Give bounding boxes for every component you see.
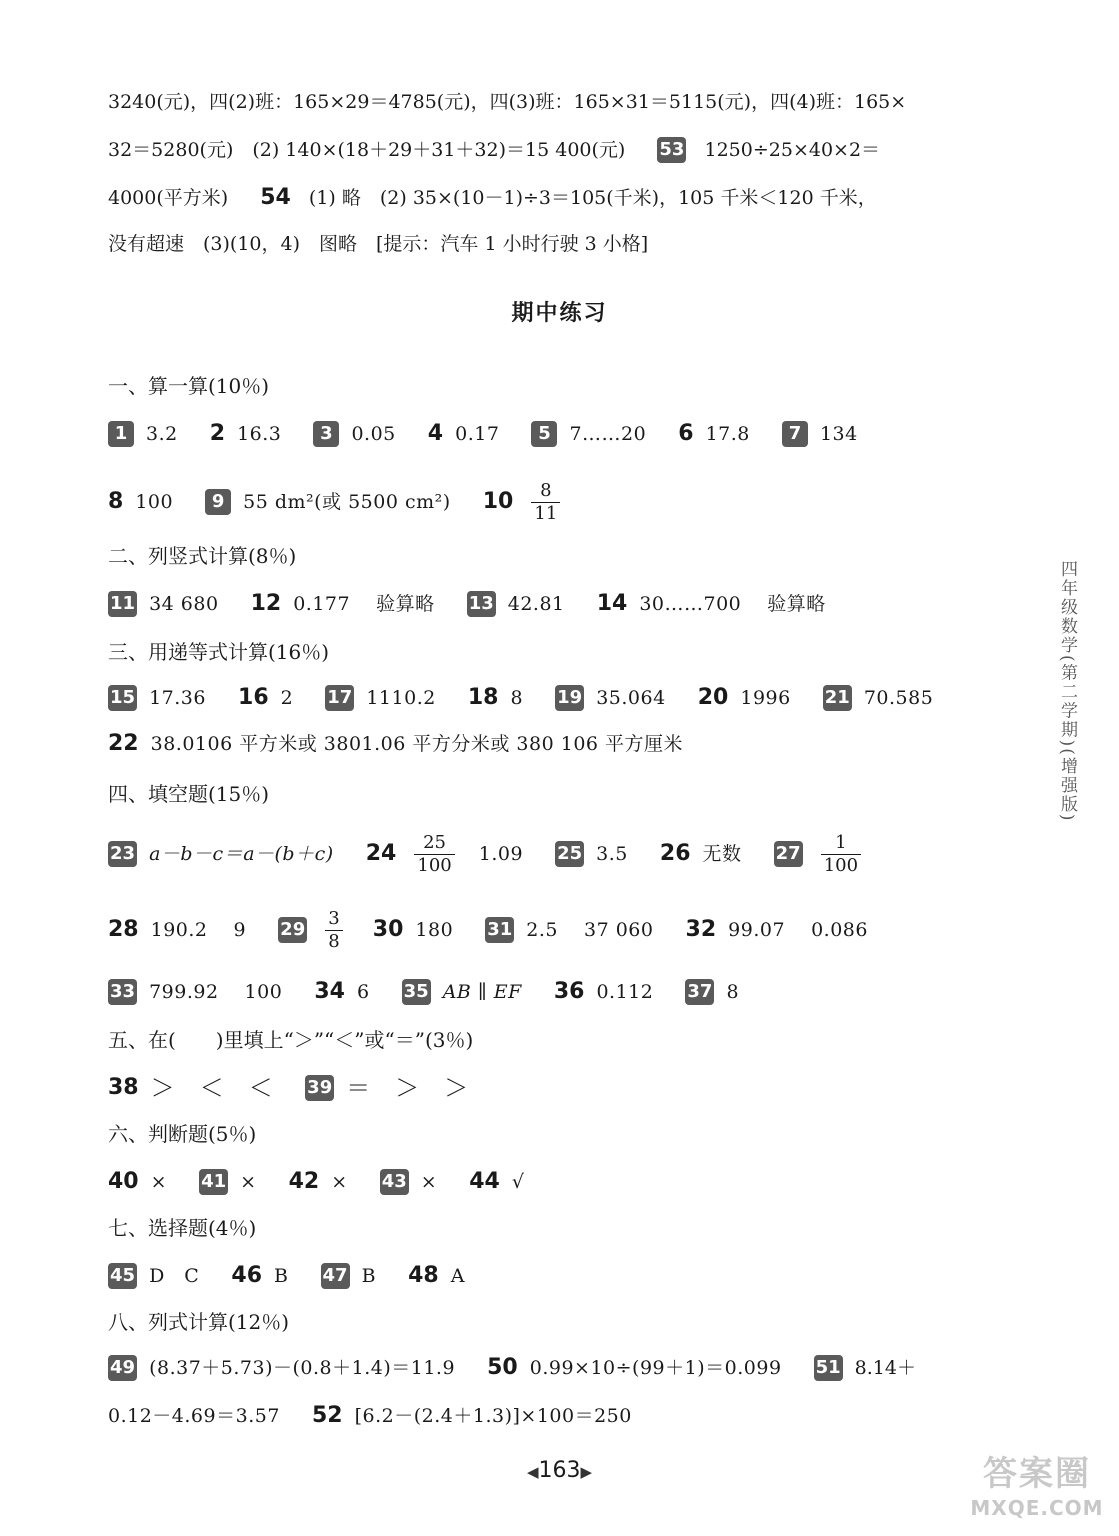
answer: 37 060 (584, 919, 654, 941)
fraction-numerator: 25 (414, 832, 454, 855)
answer: 99.07 (728, 919, 786, 941)
answer: 9 (233, 919, 247, 941)
question-number: 1 (108, 421, 134, 447)
triangle-left-icon: ◀ (526, 1463, 539, 1481)
top-text: 4000(平方米) (108, 187, 229, 209)
answer-row (108, 902, 1049, 957)
question-number: 23 (108, 841, 137, 867)
answer: 0.99×10÷(99＋1)＝0.099 (529, 1357, 782, 1379)
question-number: 34 (314, 979, 345, 1004)
question-number: 3 (313, 421, 339, 447)
answer: 42.81 (507, 593, 565, 615)
top-text: 32＝5280(元) (2) 140×(18＋29＋31＋32)＝15 400(元) (108, 139, 626, 161)
question-number: 20 (697, 685, 729, 710)
answer: A (450, 1265, 465, 1287)
section-heading-text: 三、用递等式计算(16％) (108, 640, 330, 664)
question-number: 18 (467, 685, 499, 710)
top-text: 1250÷25×40×2＝ (704, 139, 881, 161)
answer-row (108, 418, 1049, 449)
answer: 8.14＋ (854, 1357, 916, 1379)
answer: 0.112 (596, 981, 654, 1003)
question-number: 43 (380, 1169, 409, 1195)
question-number: 2 (209, 421, 226, 446)
question-number: 54 (260, 185, 291, 210)
fraction-numerator: 8 (531, 480, 560, 503)
answer-row (108, 1400, 1049, 1431)
answer: 0.05 (351, 423, 396, 445)
question-number: 21 (823, 685, 852, 711)
answer: 验算略 (376, 593, 435, 615)
answer: 190.2 (150, 919, 208, 941)
top-text: 3240(元)，四(2)班：165×29＝4785(元)，四(3)班：165×31＝5115(元)，四(4)班：165× (108, 91, 907, 113)
answer: 无数 (702, 843, 742, 865)
answer-row (108, 1260, 1049, 1291)
question-number: 5 (531, 421, 557, 447)
answer: 3.5 (596, 843, 628, 865)
top-line-3 (108, 182, 1049, 213)
section-heading (108, 1118, 1049, 1149)
answer: 34 680 (149, 593, 219, 615)
top-line-2 (108, 134, 1049, 165)
question-number: 41 (199, 1169, 228, 1195)
answer-row (108, 1072, 1049, 1103)
fraction (325, 908, 342, 953)
section-heading-text: 六、判断题(5％) (108, 1122, 257, 1146)
section-heading-text: 二、列竖式计算(8％) (108, 544, 297, 568)
section-heading (108, 1024, 1049, 1055)
answer: 0.12－4.69＝3.57 (108, 1405, 280, 1427)
answer: × (240, 1171, 257, 1193)
question-number: 24 (365, 841, 397, 866)
answer: 1110.2 (366, 687, 436, 709)
question-number: 28 (108, 917, 139, 942)
question-number: 7 (782, 421, 808, 447)
fraction-denominator: 100 (823, 854, 859, 876)
question-number: 13 (467, 591, 496, 617)
answer-row (108, 1352, 1049, 1383)
answer: 6 (356, 981, 370, 1003)
top-line-4 (108, 228, 1049, 259)
answer-row (108, 826, 1049, 881)
question-number: 10 (482, 489, 514, 514)
answer: 3.2 (146, 423, 178, 445)
answer: 55 dm²(或 5500 cm²) (243, 491, 451, 513)
section-heading (108, 1212, 1049, 1243)
question-number: 53 (657, 137, 686, 163)
top-text: 没有超速 (3)(10，4) 图略 [提示：汽车 1 小时行驶 3 小格] (108, 233, 649, 255)
section-heading (108, 540, 1049, 571)
question-number: 39 (305, 1075, 334, 1101)
question-number: 11 (108, 591, 137, 617)
question-number: 44 (469, 1169, 500, 1194)
question-number: 37 (685, 979, 714, 1005)
question-number: 42 (288, 1169, 320, 1194)
section-heading (108, 1306, 1049, 1337)
question-number: 32 (685, 917, 717, 942)
answer: 1996 (740, 687, 791, 709)
answer: 134 (819, 423, 858, 445)
watermark-url: MXQE.COM (970, 1496, 1104, 1520)
answer-row (108, 682, 1049, 713)
question-number: 22 (108, 731, 139, 756)
question-number: 35 (402, 979, 431, 1005)
answer: 17.36 (149, 687, 206, 709)
answer: 验算略 (767, 593, 826, 615)
question-number: 19 (555, 685, 584, 711)
question-number: 40 (108, 1169, 139, 1194)
answer: √ (511, 1171, 525, 1193)
question-number: 33 (108, 979, 137, 1005)
side-book-title: 四年级数学(第二学期)(增强版) (1057, 560, 1077, 823)
answer: (8.37＋5.73)－(0.8＋1.4)＝11.9 (149, 1357, 456, 1379)
answer: 2 (280, 687, 294, 709)
fraction (531, 480, 560, 525)
question-number: 45 (108, 1263, 137, 1289)
section-heading-text: 八、列式计算(12％) (108, 1310, 290, 1334)
question-number: 46 (231, 1263, 263, 1288)
answer-row (108, 976, 1049, 1007)
answer: 35.064 (596, 687, 666, 709)
answer-row (108, 588, 1049, 619)
page-title: 期中练习 (511, 301, 608, 326)
answer: 1.09 (478, 843, 524, 865)
question-number: 36 (553, 979, 585, 1004)
watermark-logo (962, 1452, 1112, 1532)
question-number: 8 (108, 489, 124, 514)
question-number: 47 (321, 1263, 350, 1289)
answer: B (361, 1265, 377, 1287)
answer: × (150, 1171, 168, 1193)
answer: ＞ ＜ ＜ (150, 1074, 274, 1102)
fraction-denominator: 11 (534, 502, 558, 524)
answer: AB ∥ EF (442, 981, 522, 1003)
answer: 8 (726, 981, 740, 1003)
answer: 799.92 (149, 981, 219, 1003)
answer: 38.0106 平方米或 3801.06 平方分米或 380 106 平方厘米 (150, 733, 684, 755)
fraction-denominator: 8 (328, 930, 340, 952)
question-number: 26 (659, 841, 691, 866)
answer: D C (149, 1265, 200, 1287)
answer-row (108, 1166, 1049, 1197)
answer: 8 (510, 687, 524, 709)
question-number: 30 (372, 917, 404, 942)
answer: 16.3 (237, 423, 282, 445)
answer-row (108, 476, 1049, 527)
question-number: 48 (408, 1263, 439, 1288)
answer: 30……700 (639, 593, 742, 615)
answer: × (420, 1171, 438, 1193)
question-number: 15 (108, 685, 137, 711)
fraction (414, 832, 454, 877)
question-number: 25 (555, 841, 584, 867)
fraction-denominator: 100 (417, 854, 452, 876)
question-number: 31 (485, 917, 514, 943)
answer: a－b－c＝a－(b＋c) (149, 843, 334, 865)
answer: 100 (135, 491, 174, 513)
page-number-footer (0, 1458, 1119, 1483)
question-number: 17 (325, 685, 354, 711)
question-number: 49 (108, 1355, 137, 1381)
watermark-text: 答案圈 (983, 1454, 1091, 1494)
answer: ＝ ＞ ＞ (346, 1074, 469, 1102)
section-heading-text: 一、算一算(10％) (108, 374, 270, 398)
question-number: 4 (427, 421, 444, 446)
answer: 100 (244, 981, 283, 1003)
fraction (821, 832, 861, 877)
answer: 2.5 (526, 919, 558, 941)
answer: 180 (415, 919, 454, 941)
fraction-numerator: 3 (325, 908, 342, 931)
question-number: 29 (278, 917, 307, 943)
answer: 0.086 (811, 919, 868, 941)
answer: × (331, 1171, 348, 1193)
answer: 7……20 (569, 423, 647, 445)
section-heading (108, 778, 1049, 809)
question-number: 14 (596, 591, 628, 616)
question-number: 52 (311, 1403, 343, 1428)
question-number: 6 (678, 421, 694, 446)
fraction-numerator: 1 (821, 832, 861, 855)
question-number: 9 (205, 489, 231, 515)
question-number: 27 (774, 841, 803, 867)
top-line-1 (108, 86, 1049, 117)
page-number: 163 (538, 1458, 581, 1483)
section-heading-text: 五、在( )里填上“＞”“＜”或“＝”(3％) (108, 1028, 474, 1052)
section-heading-text: 四、填空题(15％) (108, 782, 270, 806)
section-heading (108, 636, 1049, 667)
question-number: 16 (238, 685, 269, 710)
section-heading-text: 七、选择题(4％) (108, 1216, 257, 1240)
answer: 17.8 (705, 423, 750, 445)
answer: 70.585 (863, 687, 934, 709)
section-heading (108, 370, 1049, 401)
triangle-right-icon: ▶ (580, 1463, 593, 1481)
question-number: 38 (108, 1075, 139, 1100)
question-number: 50 (487, 1355, 518, 1380)
answer-row (108, 728, 1049, 759)
question-number: 12 (250, 591, 282, 616)
question-number: 51 (814, 1355, 843, 1381)
answer: 0.17 (455, 423, 500, 445)
answer: B (274, 1265, 289, 1287)
top-text: (1) 略 (2) 35×(10－1)÷3＝105(千米)，105 千米＜120 千米， (308, 187, 877, 209)
answer: 0.177 (293, 593, 351, 615)
answer: [6.2－(2.4＋1.3)]×100＝250 (354, 1405, 632, 1427)
